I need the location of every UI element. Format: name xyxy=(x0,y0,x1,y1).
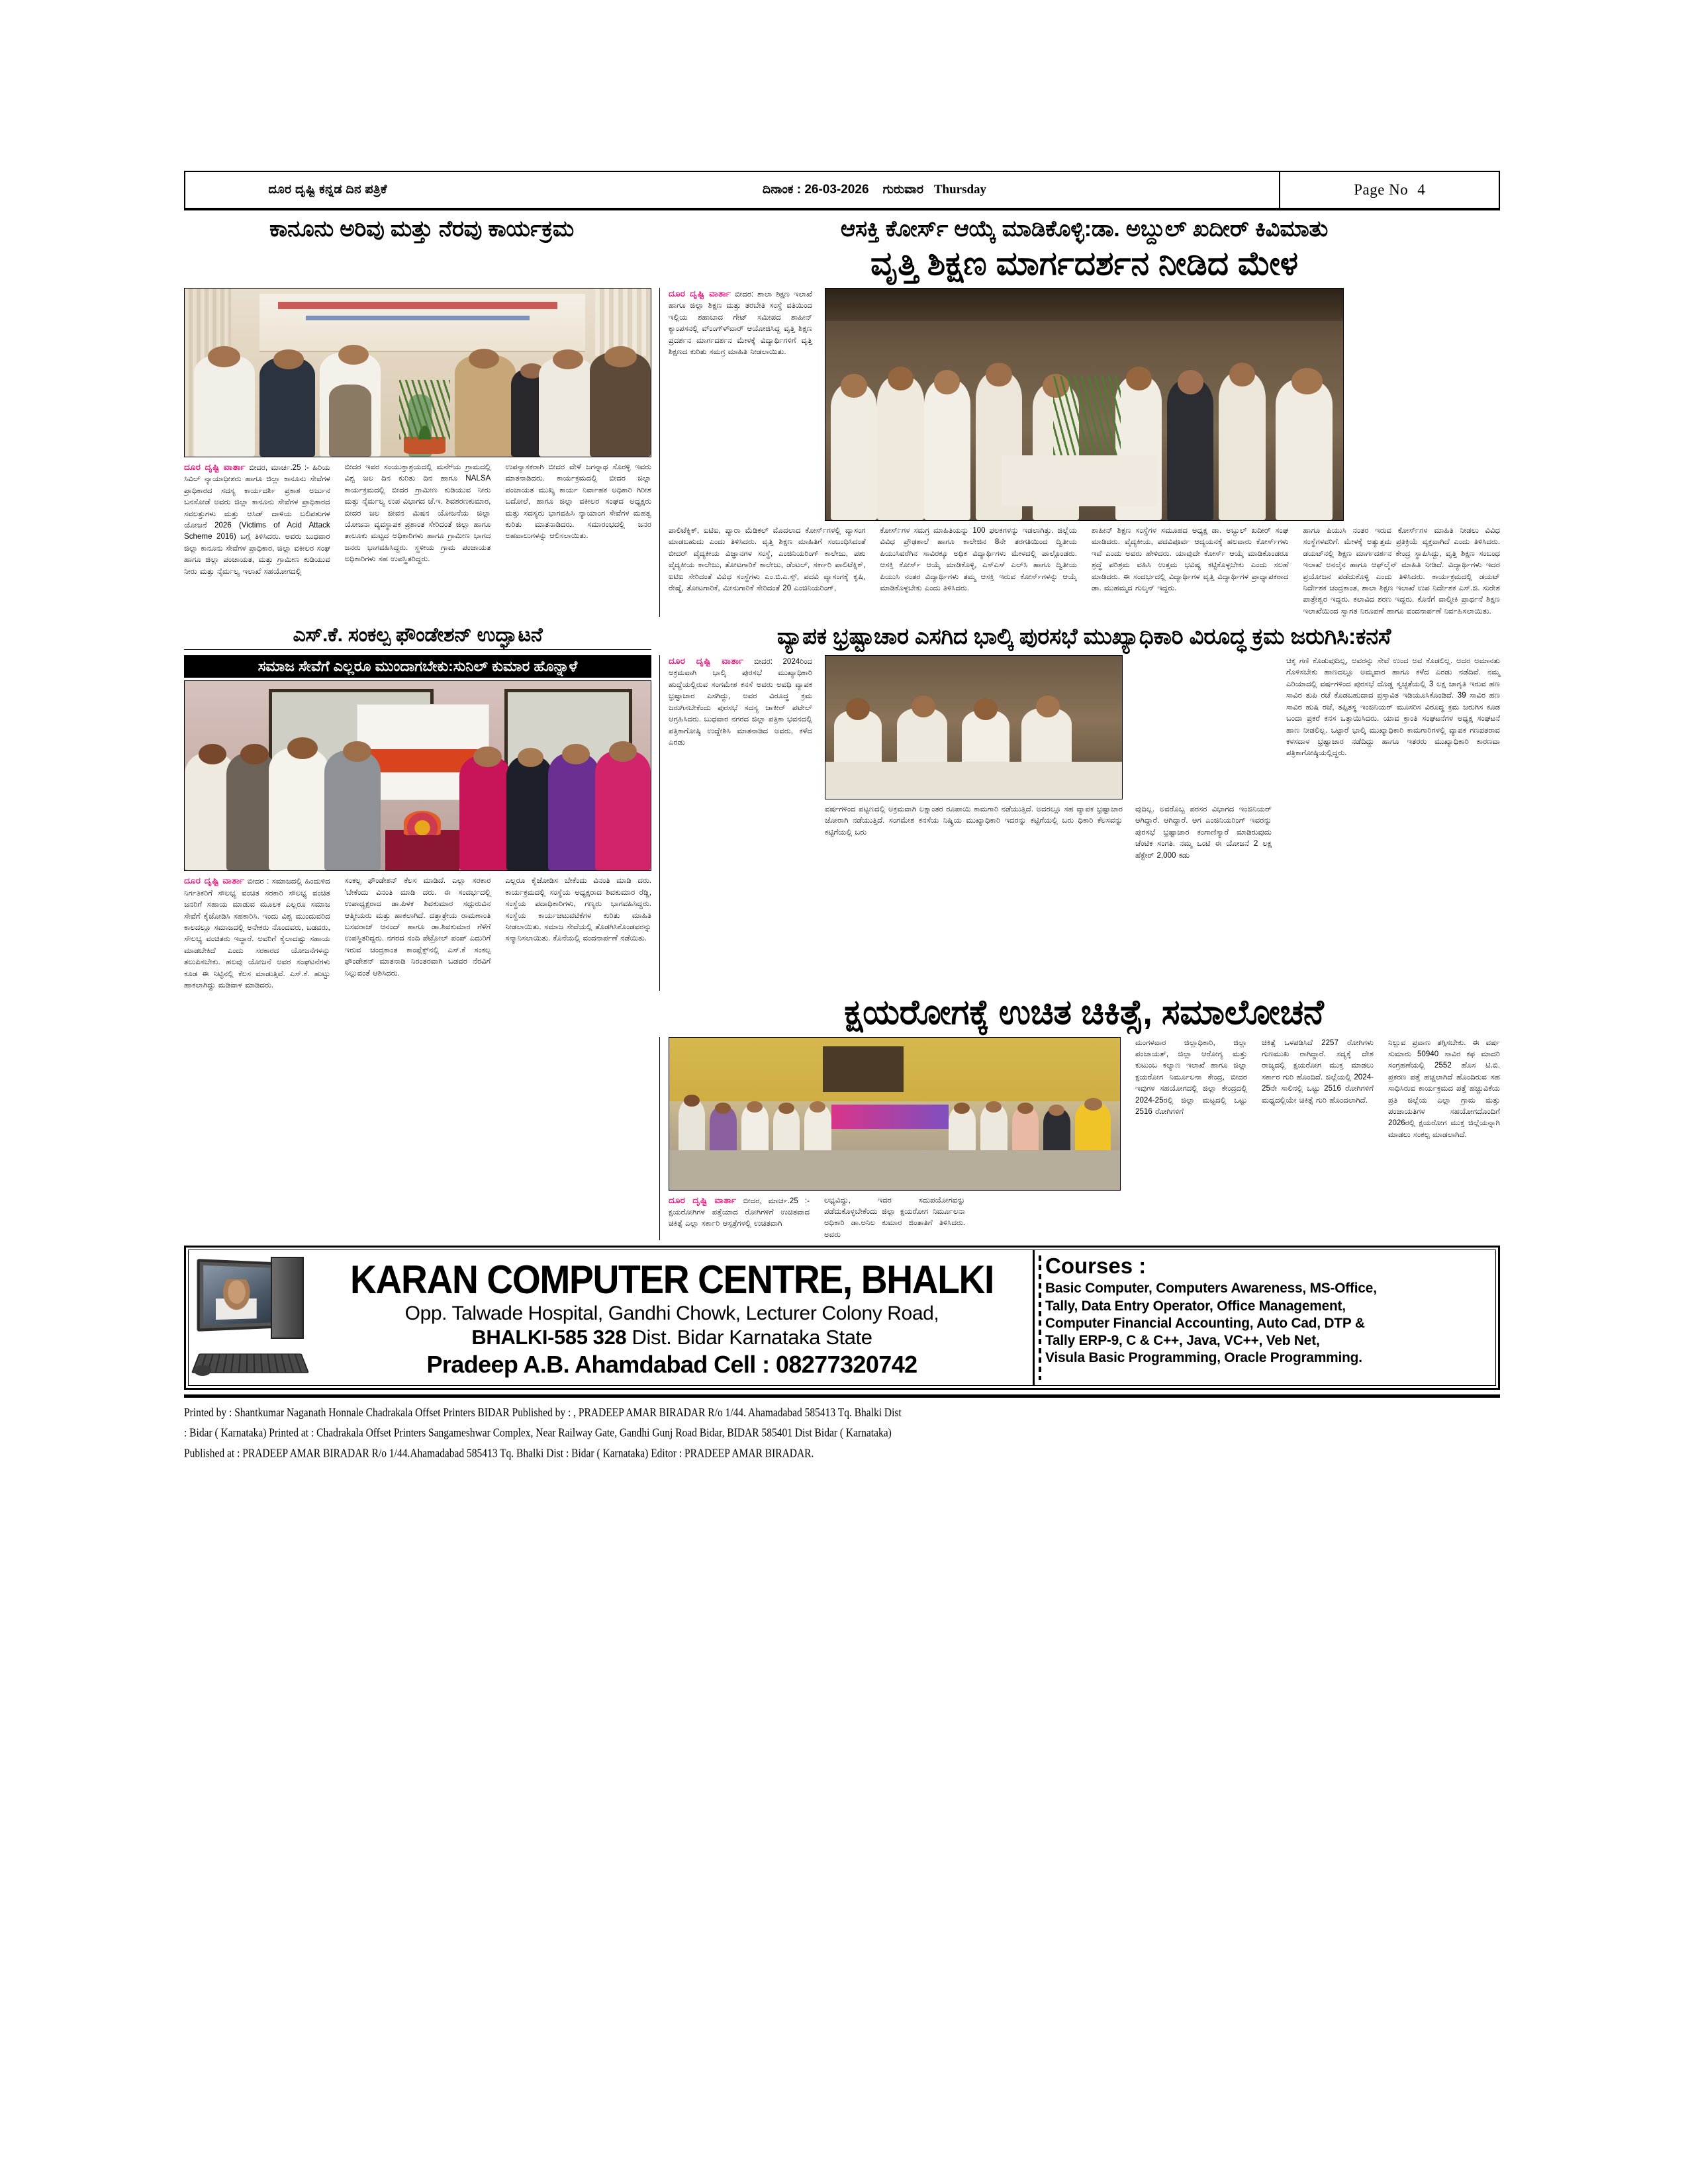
story5-block xyxy=(659,1037,1500,1241)
page-number: 4 xyxy=(1417,181,1425,198)
courses-heading: Courses : xyxy=(1045,1253,1147,1279)
story5-photo xyxy=(669,1037,1121,1191)
story3-byline: ದೂರ ದೃಷ್ಟಿ ವಾರ್ತಾ xyxy=(184,876,245,886)
story1-photo xyxy=(184,288,651,457)
story2-col3: ಕೋರ್ಸ್‌ಗಳ ಸಮಗ್ರ ಮಾಹಿತಿಯನ್ನು 100 ಫಲಕಗಳನ್ನು ಇಡಲಾಗಿತ್ತು. ಜಿಲ್ಲೆಯ ವಿವಿಧ ಪ್ರೌಢಶಾಲೆ ಹಾಗೂ ಕಾಲೇಜಿನ 8ನೇ ತರಗತಿಯಿಂದ ದ್ವಿತೀಯ ಪಿಯುಸಿವರೆಗಿನ ಸಾವಿರಕ್ಕೂ ಅಧಿಕ ವಿದ್ಯಾರ್ಥಿಗಳು ಮೇಳದಲ್ಲಿ ಪಾಲ್ಗೊಂಡರು. ಆಸಕ್ತಿ ಕೋರ್ಸ್ ಆಯ್ಕೆ ಮಾಡಿಕೊಳ್ಳಿ, ಎಸ್‌ಎಸ್ ಎಲ್‌ಸಿ ಹಾಗೂ ದ್ವಿತೀಯ ಪಿಯುಸಿ ನಂತರ ವಿದ್ಯಾರ್ಥಿಗಳು ತಮ್ಮ ಆಸಕ್ತಿ ಇರುವ ಕೋರ್ಸ್‌ಗಳನ್ನು ಆಯ್ಕೆ ಮಾಡಿಕೊಳ್ಳಬೇಕು ಎಂದು ತಿಳಿಸಿದರು. xyxy=(880,526,1077,593)
story1-col1: ಬೀದರ, ಮಾರ್ಚ.25 :- ಹಿರಿಯ ಸಿವಿಲ್ ನ್ಯಾಯಾಧೀಶರು ಹಾಗೂ ಜಿಲ್ಲಾ ಕಾನೂನು ಸೇವೆಗಳ ಪ್ರಾಧಿಕಾರದ ಸದಸ್ಯ ಕಾರ್ಯದರ್ಶಿ ಪ್ರಕಾಶ ಅರ್ಜುನ ಬನಸೋಡೆ ಅವರು ಜಿಲ್ಲಾ ಕಾನೂನು ಸೇವೆಗಳ ಪ್ರಾಧಿಕಾರದ ಸವಲತ್ತುಗಳು ಮತ್ತು ಆಸಿಡ್ ದಾಳಿಯ ಬಲಿಪಶುಗಳ ಯೋಜನೆ 2026 (Victims of Acid Attack Scheme 2016) ಬಗ್ಗೆ ತಿಳಿಸಿದರು. ಅವರು ಬುಧವಾರ ಜಿಲ್ಲಾ ಕಾನೂನು ಸೇವೆಗಳ ಪ್ರಾಧಿಕಾರ, ಜಿಲ್ಲಾ ವಕೀಲರ ಸಂಘ ಹಾಗೂ ಜಿಲ್ಲಾ ಪಂಚಾಯತ, ಮತ್ತು ಗ್ರಾಮೀಣ ಕುಡಿಯುವ ನೀರು ಮತ್ತು ನೈರ್ಮಲ್ಯ ಇಲಾಖೆ ಸಹಯೋಗದಲ್ಲಿ xyxy=(184,463,330,576)
page-label: Page No xyxy=(1354,181,1409,198)
ad-address-line: Opp. Talwade Hospital, Gandhi Chowk, Lecturer Colony Road, xyxy=(404,1302,939,1325)
story4-col1: ಬೀದರ: 2024ರಿಂದ ಅಕ್ರಮವಾಗಿ ಭಾಲ್ಕಿ ಪುರಸಭೆ ಮುಖ್ಯಾಧಿಕಾರಿ ಹುದ್ದೆಯಲ್ಲಿರುವ ಸಂಗಮೇಶ ಕನಸೆ ಅವರು ಅವಧಿ ವ್ಯಾಪಕ ಭ್ರಷ್ಟಾಚಾರ ಎಸಗಿದ್ದು, ಅವರ ವಿರೂದ್ಧ ಕ್ರಮ ಜರುಗಿಸಬೇಕೆಂದು ಪುರಸಭೆ ಸದಸ್ಯ ಜಾಕೀರ್ ಪಟೇಲ್ ಆಗ್ರಹಿಸಿದರು. ಬುಧವಾರ ನಗರದ ಜಿಲ್ಲಾ ಪತ್ರಿಕಾ ಭವನದಲ್ಲಿ ಪತ್ರಿಕಾಗೋಷ್ಠಿ ಉದ್ದೇಶಿಸಿ ಮಾತನಾಡಿದ ಅವರು, ಕಳೆದ ಎರಡು xyxy=(669,657,812,747)
imprint xyxy=(184,1403,1500,1464)
story4-block xyxy=(659,655,1500,991)
story3-headline: ಎಸ್.ಕೆ. ಸಂಕಲ್ಪ ಫೌಂಡೇಶನ್ ಉದ್ಘಾಟನೆ xyxy=(184,625,651,650)
courses-line-3: Computer Financial Accounting, Auto Cad, DTP & xyxy=(1045,1314,1365,1331)
page-number-box xyxy=(1279,172,1499,208)
story2-kicker: ಆಸಕ್ತಿ ಕೋರ್ಸ್‌ ಆಯ್ಕೆ ಮಾಡಿಕೊಳ್ಳಿ:ಡಾ. ಅಬ್ದುಲ್ ಖದೀರ್ ಕಿವಿಮಾತು xyxy=(840,216,1329,242)
story4-col4: ಚಿಕ್ಕ ಗಣಿ ಕೊಡುವುದಿಲ್ಲ, ಅವರನ್ನು ಸೇವೆ ಉಂದ ಅವ ಕೊಡಲಿಲ್ಲ. ಅದರ ಅಮಾನತು ಗೊಳಿಸಬೇಕು ಹಾಣದಲ್ಲೂ ಅಮ್ಮವಾರ ಹಾಗೂ ಕಳೆದ ಎರಡು ನಡೆದಿವೆ. ನಮ್ಮ ಎರಿಯಾದಲ್ಲಿ ವರ್ಷಗಳಿಂದ ಪುರಸಭೆ ದೊಡ್ಡ ಸ್ವಚ್ಛತೆಯಲ್ಲಿ 3 ಲಕ್ಷ ಜಾಗೃತಿ ಇರುವ ಹಣ ಸಾವಿರ ತುಪಿ ರಚೆ ಕೊಡಬಹುದಾದ ಪ್ರಸ್ತಾವಿತ ಇಡಿಯೂಸಿಕೊಂಡಿದೆ. 39 ಸಾವಿರ ಹಣ ಸಾವಿರ ಹುಷಿ ರಚೆ, ತಪ್ಪಿತಸ್ಥ ಇಂಜಿನಿಯರ್ ಮೂಸರಿಸ ವಿರೂದ್ಧ ಕ್ರಮ ಜರುಗಿಸ ಕೂಡ ಬಂದಾ ಪ್ರಕರೆ ಕನಸ ಒತ್ತಾಯಿಸಿದರು. ಯಾವ ಕ್ರಾಂತಿ ಸಂಘಟನೆಗಳ ಅಧ್ಯಕ್ಷ ಸಂಘಟನೆ ಹಾಣ ನೀಡಲಿಲ್ಲ. ಒಟ್ಟಾರೆ ಭಾಲ್ಕಿ ಮುಖ್ಯಾಧಿಕಾರಿ ಕಾಮಗಾರಿಗಳಲ್ಲಿ ವ್ಯಾಪಕ ಗಣಪತರಾವ ಕಳಸದಾಳ ಭ್ರಷ್ಟಾಚಾರ ನಡೆದಿದ್ದು ಹಾಗೂ ಇತರರು ಮುಖ್ಯಾಧಿಕಾರಿ ಕಾರಣವಾ ಪತ್ರಿಕಾಗೋಷ್ಠಿಯಲ್ಲಿದ್ದರು. xyxy=(1286,657,1500,758)
story5-byline: ದೂರ ದೃಷ್ಟಿ ವಾರ್ತಾ xyxy=(669,1195,737,1205)
masthead-rule xyxy=(184,208,1500,210)
story3-subhead: ಸಮಾಜ ಸೇವೆಗೆ ಎಲ್ಲರೂ ಮುಂದಾಗಬೇಕು:ಸುನಿಲ್ ಕುಮಾರ ಹೊನ್ನಾಳೆ xyxy=(184,655,651,678)
story4-byline: ದೂರ ದೃಷ್ಟಿ ವಾರ್ತಾ xyxy=(669,656,744,666)
advertisement[interactable] xyxy=(184,1246,1500,1390)
story2-col4: ಶಾಹೀನ್ ಶಿಕ್ಷಣ ಸಂಸ್ಥೆಗಳ ಸಮೂಹದ ಅಧ್ಯಕ್ಷ ಡಾ. ಅಬ್ದುಲ್ ಖದೀರ್ ಸಂಘ ಮಾಡಿದರು. ವೈದ್ಯಕೀಯ, ಪದವಿಪೂರ್ವ ಆದ್ಯಯನಕ್ಕೆ ಹಲವಾರು ಕೋರ್ಸ್‌ಗಳು ಇವೆ ಎಂದು ಅವರು ಹೇಳಿದರು. ಯಾವುದೇ ಕೋರ್ಸ್ ಆಯ್ಕೆ ಮಾಡಿಕೊಂಡರೂ ಶ್ರದ್ಧೆ ಪರಿಶ್ರಮ ವಹಿಸಿ ಉತ್ತಮ ಭವಿಷ್ಯ ಕಟ್ಟಿಕೊಳ್ಳಬೇಕು ಎಂದು ಸಲಹೆ ಮಾಡಿದರು. ಈ ಸಂದರ್ಭದಲ್ಲಿ ವಿದ್ಯಾರ್ಥಿಗಳ ವೃತ್ತಿ ವಿದ್ಯಾರ್ಥಿಗಳ ಪ್ರಾಧ್ಯಾಪಕರಾದ ಡಾ. ಮುಹಮ್ಮದ ಗುಲ್ಶನ್ ಇದ್ದರು. xyxy=(1092,526,1289,593)
computer-icon xyxy=(194,1253,316,1383)
story3-col2: ಸಂಕಲ್ಪ ಫೌಂಡೇಶನ್ ಕೆಲಸ ಮಾಡಿದೆ. ಎಲ್ಲಾ ಸರಕಾರ 'ಬೇಕೆಂದು ವಿನಂತಿ ಮಾಡಿ ದರು. ಈ ಸಂದರ್ಭದಲ್ಲಿ ಉಪಾಧ್ಯಕ್ಷರಾದ ಡಾ.ಪಿಳಕ ಶಿವಕುಮಾರ ಸದ್ಗುರುವಿನ ಆತ್ಮೀಯರು ಮತ್ತು ಹಾಕಲಾಗಿದೆ. ದತ್ತಾತ್ರೇಯ ರಾಮಣಾಂತಿ ಬಸವರಾಜ್ ಆನಂದ್ ಹಾಗೂ ಡಾ.ಶಿವಕುಮಾರ ಗೆಳೆಗೆ ಉಪಸ್ಥಿತರಿದ್ದರು. ನಗರದ ನಂದಿ ಪೆಟ್ರೋಲ್ ಪಂಪ್ ಎದುರಿಗೆ ಇರುವ ಚಂದ್ರಕಾಂತ ಕಾಂಪ್ಲೆಕ್ಸ್‌ನಲ್ಲಿ ಎಸ್.ಕೆ ಸಂಕಲ್ಪ ಫೌಂಡೇಶನ್ ಮಾತನಾಡಿ ನಿರಂತರವಾಗಿ ಬಡವರ ನೆರವಿಗೆ ನಿಲ್ಲುವಂತೆ ಆಶಿಸಿದರು. xyxy=(344,876,491,978)
story4-headline: ವ್ಯಾಪಕ ಭ್ರಷ್ಟಾಚಾರ ಎಸಗಿದ ಭಾಲ್ಕಿ ಪುರಸಭೆ ಮುಖ್ಯಾಧಿಕಾರಿ ವಿರೂದ್ಧ ಕ್ರಮ ಜರುಗಿಸಿ:ಕನಸೆ xyxy=(776,624,1391,650)
ad-pincode: BHALKI-585 328 xyxy=(471,1325,627,1349)
courses-line-2: Tally, Data Entry Operator, Office Management, xyxy=(1045,1297,1346,1314)
story1-block xyxy=(184,288,659,617)
story2-col2: ಪಾಲಿಟೆಕ್ನಿಕ್, ಐಟಿಐ, ಪ್ಯಾರಾ ಮೆಡಿಕಲ್ ಮೊದಲಾದ ಕೋರ್ಸ್‌ಗಳಲ್ಲಿ ವ್ಯಾಸಂಗ ಮಾಡಬಹುದು ಎಂದು ತಿಳಿಸಿದರು. ವೃತ್ತಿ ಶಿಕ್ಷಣ ಮಾಹಿತಿಗೆ ಸಂಬಂಧಿಸಿದಂತೆ ಬೀದರ್ ವೈದ್ಯಕೀಯ ವಿಜ್ಞಾನಗಳ ಸಂಸ್ಥೆ, ಎಂಜಿನಿಯರಿಂಗ್ ಕಾಲೇಜು, ಪಶು ವೈದ್ಯಕೀಯ ಕಾಲೇಜು, ತೋಟಗಾರಿಕೆ ಕಾಲೇಜು, ಡೆಂಟಲ್, ಸರ್ಕಾರಿ ಪಾಲಿಟೆಕ್ನಿಕ್, ಐಟಿಐ ಸೇರಿದಂತೆ ವಿವಿಧ ಸಂಸ್ಥೆಗಳು ಎಂ.ಬಿ.ಎ.ಸ್ಸ್, ಪದವಿ ವ್ಯಾಸಂಗಕ್ಕೆ ಕೃಷಿ, ರೇಷ್ಮೆ, ತೋಟಗಾರಿಕೆ, ಮೀನುಗಾರಿಕೆ ಸೇರಿದಂತೆ 20 ಎಂಜಿನಿಯರಿಂಗ್, xyxy=(669,526,866,593)
story1-col2: ಬೀದರ ಇವರ ಸಂಯುಕ್ತಾಶ್ರಯದಲ್ಲಿ ಮನೇ್ಯ ಗ್ರಾಮದಲ್ಲಿ ವಿಶ್ವ ಜಲ ದಿನ ಕುರಿತು ದಿನ ಹಾಗೂ NALSA ಕಾರ್ಯಕ್ರಮದಲ್ಲಿ ಬೀದರ ಗ್ರಾಮೀಣ ಕುಡಿಯುವ ನೀರು ಮತ್ತು ನೈರ್ಮಲ್ಯ ಉಪ ವಿಭಾಗದ ಜೆ.ಇ. ಶಿವಶರಣಕುಮಾರ, ಬೀದರ ಜಲ ಜೀವನ ಮಿಷನ ಯೋಜನೆಯ ಜಿಲ್ಲಾ ಯೋಜನಾ ವ್ಯವಸ್ಥಾಪಕ ಪ್ರಶಾಂತ ಸೇರಿದಂತೆ ಜಿಲ್ಲಾ ಹಾಗೂ ತಾಲೂಕು ಮಟ್ಟದ ಅಧಿಕಾರಿಗಳು ಹಾಗೂ ಗ್ರಾಮೀಣ ಭಾಗದ ಜನರು ಭಾಗವಹಿಸಿದ್ದರು. ಸ್ಥಳೀಯ ಗ್ರಾಮ ಪಂಚಾಯತ ಅಧಿಕಾರಿಗಳು ಸಹ ಉಪಸ್ಥಿತರಿದ್ದರು. xyxy=(344,463,491,564)
story3-col1: ಬೀದರ : ಸಮಾಜದಲ್ಲಿ ಹಿಂದುಳಿದ ನಿರ್ಗತಿಕರಿಗೆ ಸೌಲಭ್ಯ ವಂಚಿತ ಸರಕಾರಿ ಸೌಲಭ್ಯ ವಂಚಿತ ಜನರಿಗೆ ಸಹಾಯ ಮಾಡುವ ಮೂಲಕ ಎಲ್ಲರೂ ಸಮಾಜ ಸೇವೆಗೆ ಕೈಜೋಡಿಸಿ ಸಹಕಾರಿಸಿ. ಇಂದು ವಿಶ್ವ ಮುಂದುವರಿದ ಕಾಲದಲ್ಲೂ ಸಮಾಜದಲ್ಲಿ ಅನೇಕರು ನೊಂದವರು, ಬಡವರು, ಸೌಲಭ್ಯ ವಂಚಿತರು ಇದ್ದಾರೆ. ಅವರಿಗೆ ಕೈಲಾದಷ್ಟು ಸಹಾಯ ಮಾಡಬೇಕಿದೆ ಎಂದು ಸರಕಾರದ ಯೋಜನೆಗಳನ್ನು ತಲುಪಿಸಬೇಕು. ಹಲವು ಯೋಜನೆ ಅವರ ಸಂಘಟನೆಗಳು ಕೂಡ ಈ ನಿಟ್ಟಿನಲ್ಲಿ ಕೆಲಸ ಮಾಡುತ್ತಿವೆ. ಎಸ್.ಕೆ. ಹುಟ್ಟು ಹಾಕಲಾಗಿದ್ದು ಮಡಿವಾಳ ಮಾಡಿದರು. xyxy=(184,877,330,990)
story1-headline-wrap xyxy=(184,217,659,281)
story2-photo xyxy=(825,288,1344,521)
weekday-english: Thursday xyxy=(933,183,987,197)
story1-headline: ಕಾನೂನು ಅರಿವು ಮತ್ತು ನೆರವು ಕಾರ್ಯಕ್ರಮ xyxy=(269,216,575,242)
page-sheet xyxy=(184,171,1500,2011)
story5-col2: ಲಭ್ಯವಿದ್ದು, ಇದರ ಸದುಪಯೋಗವನ್ನು ಪಡೆದುಕೊಳ್ಳಬೇಕೆಂದು ಜಿಲ್ಲಾ ಕ್ಷಯರೋಗ ನಿರ್ಮೂಲನಾ ಅಧಿಕಾರಿ ಡಾ.ಅನಿಲ ಕುಮಾರ ಜಿಂತಾತಿಗೆ ತಿಳಿಸಿದರು. ಅವರು xyxy=(824,1195,965,1239)
story2-col5: ಹಾಗೂ ಪಿಯುಸಿ ನಂತರ ಇರುವ ಕೋರ್ಸ್‌ಗಳ ಮಾಹಿತಿ ನೀಡಲು ವಿವಿಧ ಸಂಸ್ಥೆಗಳವರಿಗೆ. ಮೇಳಕ್ಕೆ ಅತ್ಯುತ್ತಮ ಪ್ರತಿಕ್ರಿಯೆ ವ್ಯಕ್ತವಾಗಿದೆ ಎಂದು ತಿಳಿಸಿದರು. ಡಯಟ್‌ನಲ್ಲಿ ಶಿಕ್ಷಣ ಮಾರ್ಗದರ್ಶನ ಕೇಂದ್ರ ಸ್ಥಾಪಿಸಿದ್ದು, ವೃತ್ತಿ ಶಿಕ್ಷಣ ಸಂಬಂಧ ಇಲಾಖೆ ಅನಲೈನ ಹಾಗೂ ಆಫ್‌ಲೈನ್ ಮಾಹಿತಿ ನೀಡಿದೆ. ವಿದ್ಯಾರ್ಥಿಗಳು ಇದರ ಪ್ರಯೋಜನ ಪಡೆದುಕೊಳ್ಳಿ ಎಂದು ತಿಳಿಸಿದರು. ಕಾರ್ಯಕ್ರಮದಲ್ಲಿ ಡಯಟ್ ನಿರ್ದೇಶಕ ಚಂದ್ರಕಾಂತ, ಶಾಲಾ ಶಿಕ್ಷಣ ಇಲಾಖೆ ಉಪ ನಿರ್ದೇಶಕ ಎಸ್.ಜಿ. ಸುರೇಶ ಪಾತ್ರೇಶ್ವರ ಇದ್ದರು. ಕಲಾವಿದ ಶರಣ ಇದ್ದರು. ಕೊನೆಗೆ ವಾಲ್ಮೀಕಿ ಪ್ರಾರ್ಥನೆ ಶಿಕ್ಷಣ ಇಲಾಖೆಯಿಂದ ಸ್ವಾಗತ ನಿರೂಪಣೆ ಹಾಗೂ ವಂದನಾರ್ಪಣೆ ನಿರ್ವಹಿಸಲಾಯಿತು. xyxy=(1303,526,1500,615)
ad-contact-line: Pradeep A.B. Ahamdabad Cell : 08277320742 xyxy=(426,1350,917,1378)
story5-col4: ಚಿಕಿತ್ಸೆ ಒಳಪಡಿಸಿದೆ 2257 ರೋಗಿಗಳು ಗುಣಮುಖ ರಾಗಿದ್ದಾರೆ. ಸದ್ಯಕ್ಕೆ ದೇಶ ರಾಜ್ಯದಲ್ಲಿ ಕ್ಷಯರೋಗ ಮುಕ್ತ ಮಾಡಲು ಸರ್ಕಾರ ಗುರಿ ಹೊಂದಿದೆ. ಜಿಲ್ಲೆಯಲ್ಲಿ 2024-25ನೇ ಸಾಲಿನಲ್ಲಿ ಒಟ್ಟು 2516 ರೋಗಿಗಳಿಗೆ ಮಧ್ಯದಲ್ಲಿಯೇ ಚಿಕಿತ್ಸೆ ಗುರಿ ಹೊಂದಲಾಗಿದೆ. xyxy=(1262,1038,1374,1105)
ad-city-line xyxy=(316,1326,1027,1349)
story5-headline: ಕ್ಷಯರೋಗಕ್ಕೆ ಉಚಿತ ಚಿಕಿತ್ಸೆ, ಸಮಾಲೋಚನೆ xyxy=(844,993,1324,1032)
story1-byline: ದೂರ ದೃಷ್ಟಿ ವಾರ್ತಾ xyxy=(184,462,246,473)
story3-tail xyxy=(184,1037,659,1241)
ad-district: Dist. Bidar Karnataka State xyxy=(632,1325,872,1349)
story3-block xyxy=(184,655,659,991)
weekday-kannada: ಗುರುವಾರ xyxy=(882,183,924,197)
story2-byline: ದೂರ ದೃಷ್ಟಿ ವಾರ್ತಾ xyxy=(669,289,731,299)
story3-photo xyxy=(184,680,651,871)
story5-col1: ಬೀದರ, ಮಾರ್ಚ.25 :- ಕ್ಷಯರೋಗಿಗಳ ಪತ್ತೆಯಾದ ರೋಗಿಗಳಿಗೆ ಉಚಿತವಾದ ಚಿಕಿತ್ಸೆ ಎಲ್ಲಾ ಸರ್ಕಾರಿ ಆಸ್ಪತ್ರೆಗಳಲ್ಲಿ ಉಚಿತವಾಗಿ xyxy=(669,1196,810,1228)
date-text: ದಿನಾಂಕ : 26-03-2026 xyxy=(762,183,869,197)
story5-col5: ನಿಲ್ಲುವ ಪ್ರವಾಣ ತಗ್ಗಿಸಬೇಕು. ಈ ವರ್ಷ ಸುಮಾರು 50940 ಸಾವಿರ ಕಫ ಮಾದರಿ ಸಂಗ್ರಹಣೆಯಲ್ಲಿ 2552 ಹೊಸ ಟಿ.ಬಿ. ಪ್ರಕರಣ ಪತ್ತೆ ಹಚ್ಚಲಾಗಿದೆ ಹೊಂದಿರುವ ಸಹ ಸಾಧಿಸಿರುವ ಕಾರ್ಯಕ್ರಮದ ಪತ್ತೆ ಹಚ್ಚುವಿಕೆಯ ಪ್ರತಿ ಜಿಲ್ಲೆಯ ಎಲ್ಲಾ ಗ್ರಾಮ ಮತ್ತು ಪಂಚಾಯತಿಗಳ ಸಹಯೋಗದೊಂದಿಗೆ 2026ರಲ್ಲಿ ಕ್ಷಯರೋಗ ಮುಕ್ತ ಜಿಲ್ಲೆಯನ್ನಾಗಿ ಮಾಡಲು ಸಂಕಲ್ಪ ಮಾಡಲಾಗಿದೆ. xyxy=(1388,1038,1500,1139)
story2-headline-wrap xyxy=(659,217,1500,281)
courses-line-5: Visula Basic Programming, Oracle Programming. xyxy=(1045,1349,1362,1366)
courses-line-4: Tally ERP-9, C & C++, Java, VC++, Veb Net, xyxy=(1045,1332,1320,1349)
story4-photo xyxy=(825,655,1123,799)
story5-col3: ಮಂಗಳವಾರ ಜಿಲ್ಲಾಧಿಕಾರಿ, ಜಿಲ್ಲಾ ಪಂಚಾಯತ್, ಜಿಲ್ಲಾ ಆರೋಗ್ಯ ಮತ್ತು ಕುಟುಂಬ ಕಲ್ಯಾಣ ಇಲಾಖೆ ಹಾಗೂ ಜಿಲ್ಲಾ ಕ್ಷಯರೋಗ ನಿರ್ಮೂಲನಾ ಕೇಂದ್ರ, ಬೀದರ ಇವುಗಳ ಸಹಯೋಗದಲ್ಲಿ ಜಿಲ್ಲಾ ಕೇಂದ್ರದಲ್ಲಿ 2024-25ರಲ್ಲಿ ಜಿಲ್ಲಾ ಮಟ್ಟದಲ್ಲಿ ಒಟ್ಟು 2516 ರೋಗಿಗಳಿಗೆ xyxy=(1135,1038,1247,1116)
footer-rule xyxy=(184,1394,1500,1398)
story4-col2: ವರ್ಷಗಳಿಂದ ಪಟ್ಟಣದಲ್ಲಿ ಅಕ್ರಮವಾಗಿ ಲಕ್ಷಾಂತರ ರೂಪಾಯಿ ಕಾಮಗಾರಿ ನಡೆಯುತ್ತಿದೆ. ಅದರಲ್ಲೂ ಸಹ ವ್ಯಾಪಕ ಭ್ರಷ್ಟಾಚಾರ ಜೋರಾಗಿ ನಡೆಯುತ್ತಿದೆ. ಸಂಗಮೇಶ ಕನಸೆಯ ನಿಷ್ಕ್ರಿಯ ಮುಖ್ಯಾಧಿಕಾರಿ ಇದರನ್ನು ಕಟ್ಟಿಗೆಯಲ್ಲಿ ಬರು ಧಿಕಾರಿ ಕೆಲಸವನ್ನು ಕಟ್ಟಿಗೆಯಲ್ಲಿ ಬರು xyxy=(825,805,1123,837)
story2-headline: ವೃತ್ತಿ ಶಿಕ್ಷಣ ಮಾರ್ಗದರ್ಶನ ನೀಡಿದ ಮೇಳ xyxy=(870,245,1299,283)
paper-name: ದೂರ ದೃಷ್ಟಿ ಕನ್ನಡ ದಿನ ಪತ್ರಿಕೆ xyxy=(268,183,387,197)
story2-block xyxy=(659,288,1500,617)
ad-main-panel xyxy=(189,1250,1035,1385)
ad-courses-panel xyxy=(1035,1250,1495,1385)
imprint-line-1: Printed by : Shantkumar Naganath Honnale Chadrakala Offset Printers BIDAR Published by : , PRADEEP AMAR BIRADAR R/o 1/44. Ahamadabad 585413 Tq. Bhalki Dist xyxy=(184,1406,902,1420)
photo-people xyxy=(185,332,651,457)
story4-col3: ವುದಿಲ್ಲ. ಅವರೊಬ್ಬ ಪರಸರ ವಿಭಾಗದ ಇಂಜಿನಿಯರ್ ಆಗಿದ್ದಾರೆ. ಆಗಿದ್ದಾರೆ. ಆಗ ಎಂಜಿನಿಯರಿಂಗ್ ಇವರನ್ನು ಪುರಸಭೆ ಭ್ರಷ್ಟಾಚಾರ ಕಂಗಾಣಿಸ್ಯಾರೆ ಮಾಡಿರುವುದು ಚೆಂಟಿಕ ಸಂಗತಿ. ನಮ್ಮ ಒಂಟಿ ಈ ಯೋಜನೆ 2 ಲಕ್ಷ ಹೆಕ್ಟೇರ್ 2,000 ಕಡು xyxy=(1135,805,1272,860)
imprint-line-2: : Bidar ( Karnataka) Printed at : Chadrakala Offset Printers Sangameshwar Complex, Near Railway Gate, Gandhi Gunj Road Bidar, BIDAR 585401 Dist Bidar ( Karnataka) xyxy=(184,1426,892,1440)
imprint-line-3: Published at : PRADEEP AMAR BIRADAR R/o 1/44.Ahamadabad 585413 Tq. Bhalki Dist : Bidar ( Karnataka) Editor : PRADEEP AMAR BIRADAR. xyxy=(184,1447,814,1461)
story1-col3: ಉಪನ್ಯಾಸಕರಾಗಿ ಬೀದರ ವೇಳೆ ಜಗನ್ನಾಥ ಸೊರಳ್ಳಿ ಇವರು ಮಾತನಾಡಿದರು. ಕಾರ್ಯಕ್ರಮದಲ್ಲಿ ಬೀದರ ಜಿಲ್ಲಾ ಪಂಚಾಯತ ಮುಖ್ಯ ಕಾರ್ಯ ನಿರ್ವಾಹಕ ಅಧಿಕಾರಿ ಗಿರೀಶ ಬದೋಲೆ, ಹಾಗೂ ಜಿಲ್ಲಾ ವಕೀಲರ ಸಂಘದ ಅಧ್ಯಕ್ಷರು ಮತ್ತು ಸದಸ್ಯರು ಭಾಗವಹಿಸಿ ನ್ಯಾಯಾಂಗ ಸೇವೆಗಳ ಮಹತ್ವ ಕುರಿತು ಮಾತನಾಡಿದರು. ಸಮಾರಂಭದಲ್ಲಿ ಜನರ ಅಹವಾಲುಗಳನ್ನು ಆಲಿಸಲಾಯಿತು. xyxy=(505,463,652,541)
masthead xyxy=(184,171,1500,208)
ad-title: KARAN COMPUTER CENTRE, BHALKI xyxy=(350,1257,994,1302)
date-line xyxy=(470,183,1279,197)
story3-col3: ಎಲ್ಲರೂ ಕೈಜೋಡಿಸ ಬೇಕೆಂದು ವಿನಂತಿ ಮಾಡಿ ದರು. ಕಾರ್ಯಕ್ರಮದಲ್ಲಿ ಸಂಸ್ಥೆಯ ಅಧ್ಯಕ್ಷರಾದ ಶಿವಕುಮಾರ ರೆಡ್ಡಿ, ಸಂಸ್ಥೆಯ ಪದಾಧಿಕಾರಿಗಳು, ಗಣ್ಯರು ಭಾಗವಹಿಸಿದ್ದರು. ಸಂಸ್ಥೆಯ ಕಾರ್ಯಚಟುವಟಿಕೆಗಳ ಕುರಿತು ಮಾಹಿತಿ ನೀಡಲಾಯಿತು. ಸಮಾಜ ಸೇವೆಯಲ್ಲಿ ತೊಡಗಿಸಿಕೊಂಡವರನ್ನು ಸನ್ಮಾನಿಸಲಾಯಿತು. ಕೊನೆಯಲ್ಲಿ ವಂದನಾರ್ಪಣೆ ನಡೆಯಿತು. xyxy=(505,876,652,943)
courses-line-1: Basic Computer, Computers Awareness, MS-Office, xyxy=(1045,1280,1377,1297)
story2-col1: ಬೀದರ: ಶಾಲಾ ಶಿಕ್ಷಣ ಇಲಾಖೆ ಹಾಗೂ ಜಿಲ್ಲಾ ಶಿಕ್ಷಣ ಮತ್ತು ತರಬೇತಿ ಸಂಸ್ಥೆ ವತಿಯಿಂದ ಇಲ್ಲಿಯ ಶಹಾಬಾದ ಗೇಟ್ ಸಮೀಪದ ಶಾಹೀನ್ ಕ್ಯಾಂಪಸನಲ್ಲಿ ವ‌್‌ಂಂಗ‌್‌ಳ‌್‌ವಾರ‌್‌ ಆಯೋಜಿಸಿದ್ದ ವೃತ್ತಿ ಶಿಕ್ಷಣ ಪ್ರದರ್ಶನ ಮಾರ್ಗದರ್ಶನ ಮೇಳಕ್ಕೆ ವಿದ್ಯಾರ್ಥಿಗಳಿಗೆ ವೃತ್ತಿ ಶಿಕ್ಷಣದ ಕುರಿತು ಸಮಗ್ರ ಮಾಹಿತಿ ನೀಡಲಾಯಿತು. xyxy=(669,290,813,357)
